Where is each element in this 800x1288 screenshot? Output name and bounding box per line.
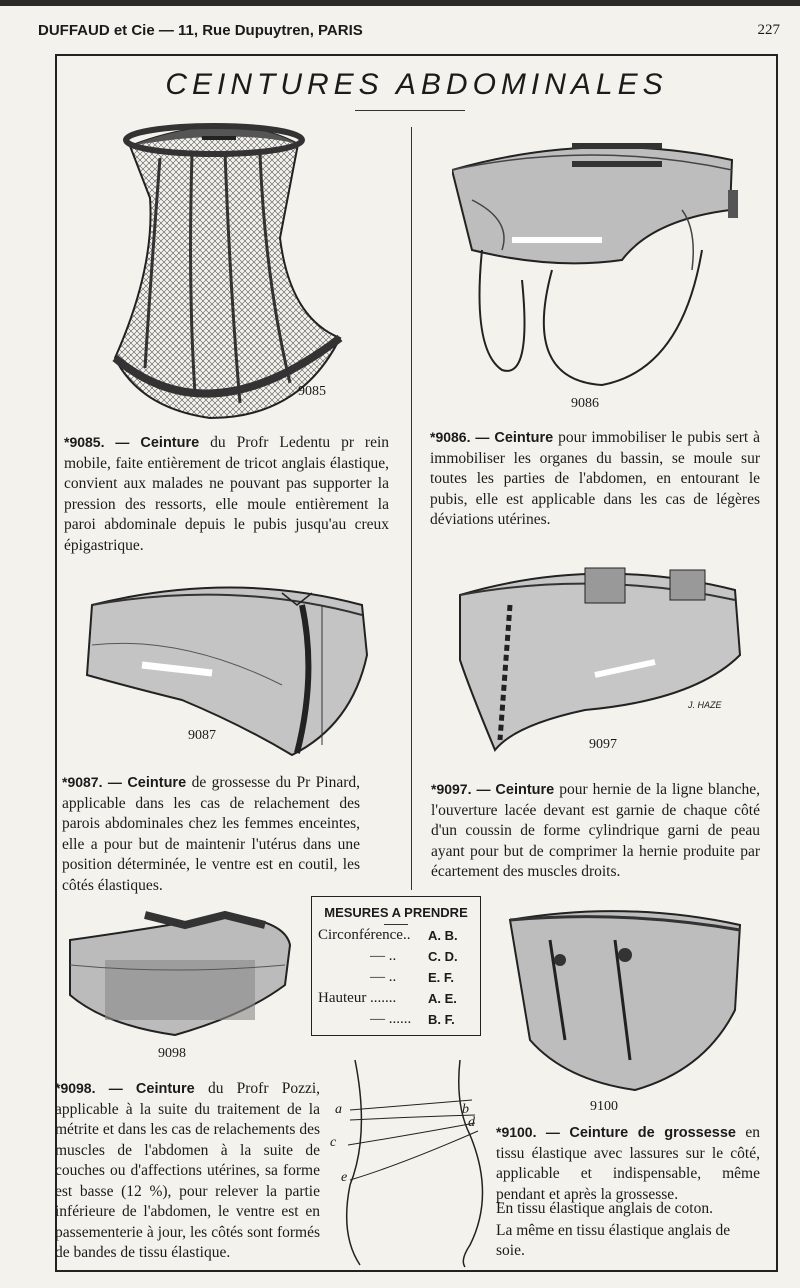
measurement-points: E. F.: [428, 970, 455, 985]
product-9085-text: du Profr Ledentu pr rein mobile, faite entièrement de tricot anglais élastique, convient aux malades ne pouvant pas supporter la pression des ressorts, elle moule entièrement la paroi abdominale depuis le pubis jusqu'au creux épigastrique.: [64, 434, 390, 554]
publisher-address: DUFFAUD et Cie — 11, Rue Dupuytren, PARIS: [38, 22, 363, 39]
measurement-row: [312, 948, 480, 969]
diagram-letter-e: e: [341, 1170, 348, 1185]
measurement-row: [312, 990, 480, 1011]
product-9087-description: [62, 772, 360, 896]
product-9085-label: Ceinture: [140, 435, 200, 451]
fig-9100-label: 9100: [590, 1099, 618, 1114]
diagram-letter-c: c: [330, 1135, 337, 1150]
diagram-letter-a: a: [335, 1102, 342, 1117]
product-9087-text: de grossesse du Pr Pinard, applicable dans les cas de relachement des parois abdominales chez les femmes enceintes, elle a pour but de maintenir l'utérus dans une position déterminée, le ventre est en coutil, les côtés élastiques.: [62, 774, 361, 894]
product-9097-number: *9097. —: [431, 781, 491, 797]
page-title: CEINTURES ABDOMINALES: [165, 68, 668, 101]
page-top-edge: [0, 0, 800, 6]
measurement-points: A. E.: [428, 991, 457, 1006]
measurement-label: Circonférence..: [318, 927, 411, 943]
product-9098-number: *9098. —: [55, 1080, 123, 1096]
option-cotton: En tissu élastique anglais de coton.: [496, 1200, 713, 1217]
engraver-signature: J. HAZE: [688, 700, 722, 710]
product-9098-text: du Profr Pozzi, applicable à la suite du traitement de la métrite et dans les cas de relachements des muscles de l'abdomen à la suite de couches ou d'affections utérines, sa forme est basse (12 %), pour relever la partie inférieure de l'abdomen, le ventre est en passementerie à jour, les côtés sont formés de bandes de tissu élastique.: [55, 1080, 321, 1261]
diagram-letter-d: d: [468, 1115, 475, 1130]
product-9086-description: [430, 427, 760, 531]
column-divider: [411, 127, 412, 890]
belt-9098-illustration: [65, 905, 295, 1042]
belt-9086-illustration: [452, 130, 742, 392]
product-9100-number: *9100. —: [496, 1124, 560, 1140]
measurement-label: — ......: [370, 1011, 412, 1027]
fig-9098-label: 9098: [158, 1046, 186, 1061]
product-9085-number: *9085. —: [64, 434, 130, 450]
product-9097-description: [431, 779, 760, 883]
page-number: 227: [757, 22, 780, 38]
fig-9086-label: 9086: [571, 396, 599, 411]
measurement-label: — ..: [370, 948, 397, 964]
product-9086-text: pour immobiliser le pubis sert à immobiliser les organes du bassin, se moule sur toutes les parties de l'abdomen, en entourant le pubis, elle est applicable dans les cas de légères déviations utérines.: [430, 429, 761, 528]
product-9097-text: pour hernie de la ligne blanche, l'ouverture lacée devant est garnie de chaque côté d'un coussin de forme cylindrique garni de peau ayant pour but de comprimer la hernie produite par écartement des muscles droits.: [431, 781, 761, 880]
measurement-points: B. F.: [428, 1012, 455, 1027]
product-9097-label: Ceinture: [495, 782, 555, 798]
belt-9087-illustration: [82, 575, 372, 760]
product-9098-description: [55, 1078, 320, 1264]
measurement-row: [312, 1011, 480, 1032]
measurement-row: [312, 927, 480, 948]
measurements-box: [311, 896, 481, 1036]
belt-9085-illustration: [110, 118, 350, 426]
measurements-heading: MESURES A PRENDRE: [324, 905, 468, 920]
measurement-row: [312, 969, 480, 990]
product-9085-description: [64, 432, 389, 556]
measurement-points: A. B.: [428, 928, 458, 943]
product-9086-number: *9086. —: [430, 429, 490, 445]
title-rule: [355, 110, 465, 111]
product-9087-number: *9087. —: [62, 774, 122, 790]
measurement-points: C. D.: [428, 949, 458, 964]
running-header: [38, 22, 780, 44]
diagram-letter-b: b: [462, 1102, 469, 1117]
product-9100-label: Ceinture de grossesse: [569, 1125, 736, 1141]
product-9100-text: en tissu élastique avec lassures sur le côté, applicable et indispensable, même pendant et après la grossesse.: [496, 1124, 761, 1203]
product-9098-label: Ceinture: [135, 1081, 195, 1097]
fig-9087-label: 9087: [188, 728, 216, 743]
measurement-label: — ..: [370, 969, 397, 985]
belt-9097-illustration: [455, 560, 745, 758]
belt-9100-illustration: [505, 900, 745, 1095]
torso-measurement-diagram: [330, 1055, 500, 1270]
product-9086-label: Ceinture: [494, 430, 554, 446]
measurement-label: Hauteur .......: [318, 990, 397, 1006]
fig-9097-label: 9097: [589, 737, 617, 752]
measurements-rule: [384, 924, 408, 925]
product-9087-label: Ceinture: [127, 775, 187, 791]
fig-9085-label: 9085: [298, 384, 326, 399]
product-9100-description: [496, 1122, 760, 1205]
option-silk: La même en tissu élastique anglais de soie.: [496, 1222, 731, 1259]
